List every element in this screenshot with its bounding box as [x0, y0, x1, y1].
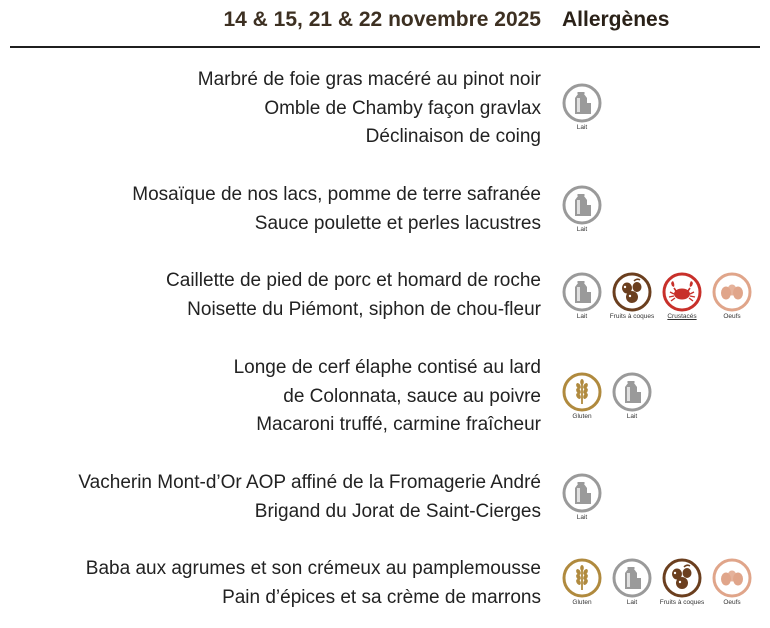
course-line: Pain d’épices et sa crème de marrons — [222, 586, 541, 608]
allergen-label: Lait — [576, 313, 588, 320]
event-dates: 14 & 15, 21 & 22 novembre 2025 — [223, 8, 541, 31]
allergen-gluten — [560, 372, 604, 421]
allergen-label: Gluten — [572, 599, 592, 606]
course-line: Marbré de foie gras macéré au pinot noir — [197, 69, 541, 90]
course-line: Vacherin Mont-d’Or AOP affiné de la Fromagerie André — [78, 472, 541, 493]
allergen-crustaces — [660, 272, 704, 321]
allergen-gluten — [560, 558, 604, 607]
nuts-icon — [662, 558, 702, 598]
course-line: Caillette de pied de porc et homard de roche — [166, 270, 541, 291]
lait-icon — [562, 83, 602, 123]
allergen-label: Lait — [576, 124, 588, 131]
allergen-lait — [560, 185, 604, 234]
course-line: Baba aux agrumes et son crémeux au pamplemousse — [85, 558, 541, 579]
allergen-oeufs — [710, 558, 754, 607]
allergen-label: Gluten — [572, 413, 592, 420]
allergen-label: Crustacés — [667, 313, 697, 320]
eggs-icon — [712, 272, 752, 312]
course-line: Mosaïque de nos lacs, pomme de terre safranée — [132, 184, 541, 205]
lait-icon — [562, 473, 602, 513]
allergen-fruits-a-coques — [610, 272, 654, 321]
allergen-lait — [560, 83, 604, 132]
allergen-label: Lait — [576, 226, 588, 233]
course-line: Omble de Chamby façon gravlax — [264, 97, 541, 119]
wheat-icon — [562, 372, 602, 412]
allergen-label: Oeufs — [723, 313, 741, 320]
allergen-label: Lait — [626, 413, 638, 420]
allergen-label: Fruits à coques — [659, 599, 705, 606]
wheat-icon — [562, 558, 602, 598]
nuts-icon — [612, 272, 652, 312]
allergen-lait — [560, 272, 604, 321]
allergens-heading: Allergènes — [562, 8, 670, 31]
lait-icon — [562, 185, 602, 225]
allergen-label: Oeufs — [723, 599, 741, 606]
header-divider — [10, 46, 760, 48]
allergen-oeufs — [710, 272, 754, 321]
crab-icon — [662, 272, 702, 312]
allergen-lait — [560, 473, 604, 522]
allergen-label: Lait — [576, 514, 588, 521]
lait-icon — [612, 372, 652, 412]
lait-icon — [612, 558, 652, 598]
course-line: de Colonnata, sauce au poivre — [283, 385, 541, 407]
course-line: Noisette du Piémont, siphon de chou-fleur — [187, 298, 541, 320]
eggs-icon — [712, 558, 752, 598]
allergen-label: Fruits à coques — [609, 313, 655, 320]
course-line: Longe de cerf élaphe contisé au lard — [233, 357, 541, 378]
allergen-lait — [610, 558, 654, 607]
allergen-label: Lait — [626, 599, 638, 606]
menu-header — [0, 8, 770, 36]
course-line: Sauce poulette et perles lacustres — [254, 212, 541, 234]
allergen-fruits-a-coques — [660, 558, 704, 607]
lait-icon — [562, 272, 602, 312]
course-line: Brigand du Jorat de Saint-Cierges — [254, 500, 541, 522]
allergen-lait — [610, 372, 654, 421]
course-line: Déclinaison de coing — [365, 126, 541, 147]
course-line: Macaroni truffé, carmine fraîcheur — [256, 414, 541, 435]
